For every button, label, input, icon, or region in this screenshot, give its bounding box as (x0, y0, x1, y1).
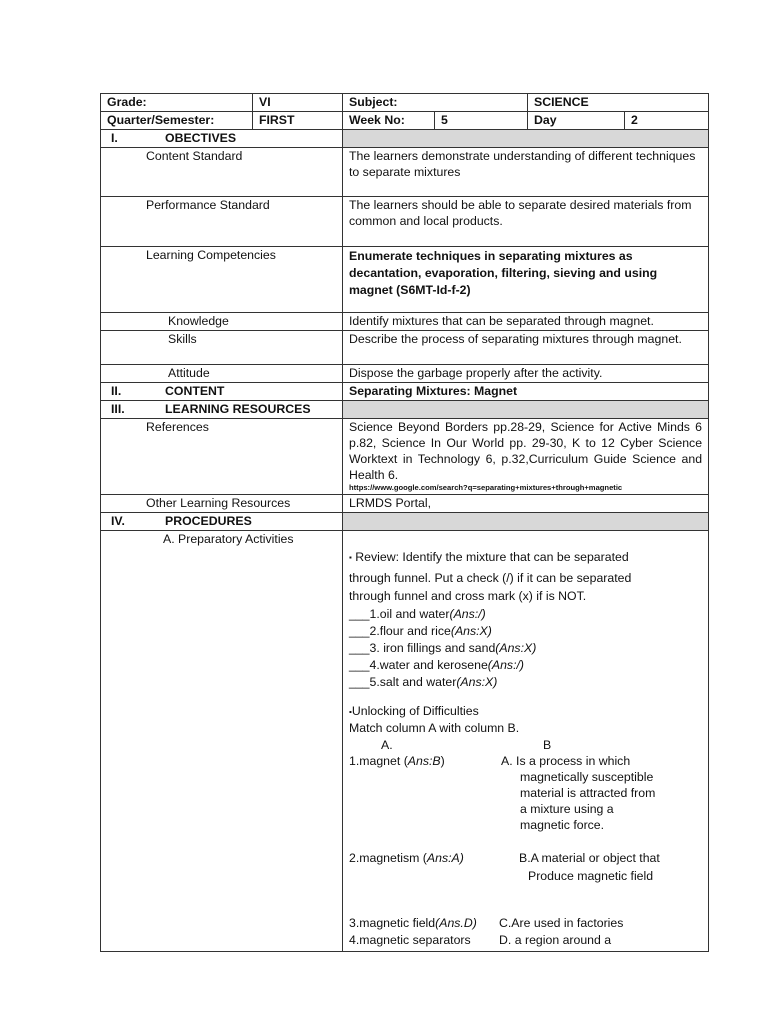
performance-standard-value: The learners should be able to separate desired materials from common and local products. (343, 197, 709, 247)
match-headers (349, 737, 702, 753)
lesson-plan-table (100, 93, 709, 952)
preparatory-label: A. Preparatory Activities (101, 531, 343, 952)
match-a (349, 915, 499, 932)
quarter-label: Quarter/Semester: (101, 112, 253, 130)
other-resources-label: Other Learning Resources (101, 495, 343, 513)
grade-value: VI (253, 94, 343, 112)
section-resources-heading (101, 401, 343, 419)
content-standard-value: The learners demonstrate understanding of different techniques to separate mixtures (343, 148, 709, 197)
review-item (349, 606, 702, 623)
other-resources-value: LRMDS Portal, (343, 495, 709, 513)
match-term: 3.magnetic field (349, 916, 436, 930)
section-content-heading (101, 383, 343, 401)
match-item-1 (349, 753, 702, 833)
day-value: 2 (625, 112, 709, 130)
section-number: I. (111, 131, 118, 145)
match-b (501, 849, 702, 885)
section-objectives-heading (101, 130, 343, 148)
review-item-answer: (Ans:/) (487, 657, 524, 672)
review-item (349, 640, 702, 657)
learning-competencies-value: Enumerate techniques in separating mixtures as decantation, evaporation, filtering, sieving and using magnet (S6MT-Id-f-2) (343, 247, 709, 313)
attitude-value: Dispose the garbage properly after the activity. (343, 365, 709, 383)
match-term: 2.magnetism ( (349, 851, 427, 865)
match-answer: (Ans.D) (435, 916, 477, 930)
section-title: PROCEDURES (165, 514, 252, 528)
review-item (349, 674, 702, 691)
review-line: through funnel and cross mark (x) if is NOT. (349, 588, 587, 603)
match-def-line: a mixture using a (520, 802, 614, 816)
skills-value: Describe the process of separating mixtures through magnet. (343, 331, 709, 365)
match-answer: Ans:A) (426, 851, 464, 865)
match-a (349, 849, 501, 885)
review-item-text: ___4.water and kerosene (349, 657, 488, 672)
references-label: References (101, 419, 343, 495)
column-a-header: A. (381, 738, 393, 752)
quarter-value: FIRST (253, 112, 343, 130)
section-title: LEARNING RESOURCES (165, 402, 311, 416)
skills-label: Skills (101, 331, 343, 365)
match-item-3 (349, 915, 702, 932)
content-standard-label: Content Standard (101, 148, 343, 197)
match-a (349, 753, 501, 833)
match-item-4 (349, 932, 702, 949)
attitude-label: Attitude (101, 365, 343, 383)
references-text: Science Beyond Borders pp.28-29, Science for Active Minds 6 p.82, Science In Our World pp. 29-30, K to 12 Cyber Science Worktext in Technology 6, p.32,Curriculum Guide Science and Health 6. (349, 420, 703, 482)
subject-label: Subject: (343, 94, 528, 112)
performance-standard-label: Performance Standard (101, 197, 343, 247)
match-instruction: Match column A with column B. (349, 721, 520, 735)
match-answer: Ans:B (407, 754, 441, 768)
knowledge-label: Knowledge (101, 313, 343, 331)
bullet-icon: ▪ (349, 707, 352, 716)
section-title: CONTENT (165, 384, 225, 398)
review-item-text: ___1.oil and water (349, 606, 450, 621)
review-item-text: ___2.flour and rice (349, 623, 451, 638)
shaded-cell (343, 130, 709, 148)
shaded-cell (343, 401, 709, 419)
week-label: Week No: (343, 112, 435, 130)
week-value: 5 (435, 112, 528, 130)
section-procedures-heading (101, 513, 343, 531)
match-def-line: B.A material or object that (519, 851, 660, 865)
review-item (349, 657, 702, 674)
match-b (501, 753, 702, 833)
review-item-answer: (Ans:X) (456, 674, 498, 689)
references-link[interactable]: https://www.google.com/search?q=separating+mixtures+through+magnetic (349, 483, 623, 492)
match-paren: ) (440, 754, 445, 768)
match-def-line: magnetically susceptible (520, 770, 654, 784)
procedures-content (343, 531, 709, 952)
bullet-icon: ▪ (349, 552, 352, 562)
review-item-answer: (Ans:X) (450, 623, 492, 638)
match-b: D. a region around a (499, 933, 612, 947)
review-text: Review: Identify the mixture that can be separated (355, 550, 629, 564)
review-item-answer: (Ans:/) (449, 606, 486, 621)
review-item-answer: (Ans:X) (495, 640, 537, 655)
review-line (349, 547, 702, 568)
match-def-line: A. Is a process in which (501, 754, 631, 768)
shaded-cell (343, 513, 709, 531)
match-b: C.Are used in factories (499, 916, 624, 930)
match-def-line: material is attracted from (520, 786, 656, 800)
section-number: IV. (111, 514, 125, 528)
references-cell (343, 419, 709, 495)
knowledge-value: Identify mixtures that can be separated through magnet. (343, 313, 709, 331)
review-line: through funnel. Put a check (/) if it can be separated (349, 570, 632, 585)
match-def-line: Produce magnetic field (528, 869, 654, 883)
section-title: OBECTIVES (165, 131, 237, 145)
match-a: 4.magnetic separators (349, 933, 471, 947)
subject-value: SCIENCE (528, 94, 709, 112)
learning-competencies-label: Learning Competencies (101, 247, 343, 313)
day-label: Day (528, 112, 625, 130)
match-item-2 (349, 849, 702, 885)
unlocking-heading (349, 703, 702, 720)
unlocking-title: Unlocking of Difficulties (351, 703, 479, 718)
review-item (349, 623, 702, 640)
review-item-text: ___3. iron fillings and sand (349, 640, 496, 655)
section-number: III. (111, 402, 125, 416)
review-item-text: ___5.salt and water (349, 674, 457, 689)
column-b-header: B (543, 738, 552, 752)
match-term: 1.magnet ( (349, 754, 408, 768)
match-def-line: magnetic force. (520, 818, 605, 832)
section-number: II. (111, 384, 122, 398)
content-value: Separating Mixtures: Magnet (343, 383, 709, 401)
grade-label: Grade: (101, 94, 253, 112)
